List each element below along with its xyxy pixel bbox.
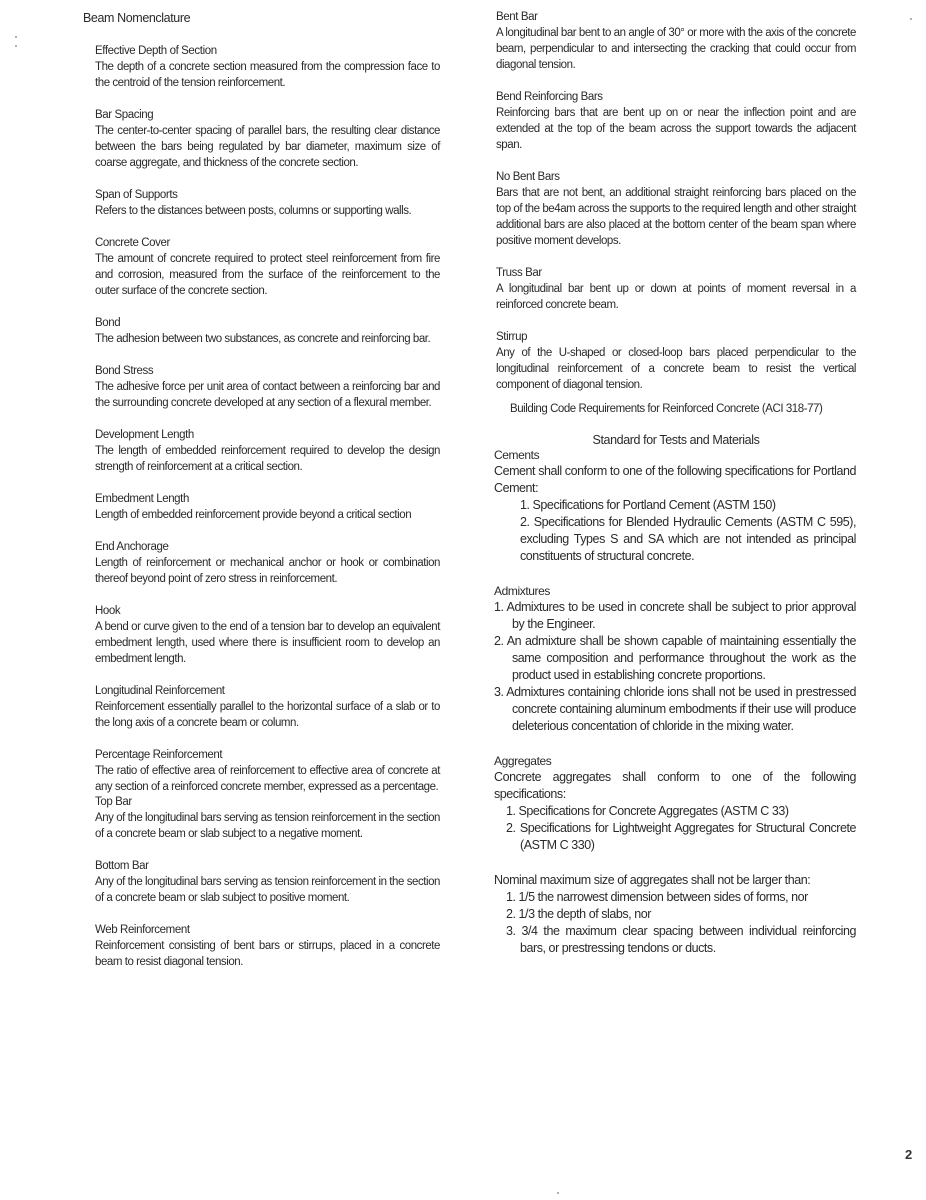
scan-speck bbox=[15, 36, 17, 38]
page-number: 2 bbox=[905, 1147, 913, 1162]
section-intro: Concrete aggregates shall conform to one of the following specifications: bbox=[494, 770, 856, 801]
cements-list bbox=[494, 497, 856, 565]
cements-section bbox=[494, 447, 856, 565]
term-definition: Any of the longitudinal bars serving as tension reinforcement in the section of a concrete beam or slab subject to a negative moment. bbox=[95, 812, 440, 840]
term-name: Truss Bar bbox=[496, 267, 542, 279]
term-definition: The length of embedded reinforcement required to develop the design strength of reinforcement at a critical section. bbox=[95, 445, 440, 473]
term-definition: The amount of concrete required to protect steel reinforcement from fire and corrosion, measured from the surface of the reinforcement to the outer surface of the concrete section. bbox=[95, 253, 440, 297]
list-item: 2. Specifications for Lightweight Aggregates for Structural Concrete (ASTM C 330) bbox=[506, 821, 856, 852]
term-definition: Length of embedded reinforcement provide beyond a critical section bbox=[95, 509, 412, 521]
term-name: Bond Stress bbox=[95, 365, 154, 377]
admixtures-section bbox=[494, 583, 856, 735]
list-item: 2. 1/3 the depth of slabs, nor bbox=[506, 907, 651, 921]
list-item: 1. Admixtures to be used in concrete shall be subject to prior approval by the Engineer. bbox=[494, 600, 856, 631]
term-percentage-reinforcement bbox=[95, 748, 440, 795]
term-definition: Reinforcing bars that are bent up on or near the inflection point and are extended at the top of the beam across the support towards the adjacent span. bbox=[496, 107, 856, 151]
list-item: 1. Specifications for Portland Cement (ASTM 150) bbox=[520, 498, 776, 512]
term-effective-depth bbox=[95, 44, 440, 91]
term-name: Concrete Cover bbox=[95, 237, 170, 249]
admixtures-list bbox=[494, 599, 856, 735]
term-definition: Length of reinforcement or mechanical anchor or hook or combination thereof beyond point of zero stress in reinforcement. bbox=[95, 557, 440, 585]
code-reference: Building Code Requirements for Reinforced Concrete (ACI 318-77) bbox=[510, 403, 823, 415]
section-heading: Aggregates bbox=[494, 754, 552, 768]
term-definition: Reinforcement consisting of bent bars or stirrups, placed in a concrete beam to resist diagonal tension. bbox=[95, 940, 440, 968]
term-definition: The adhesion between two substances, as concrete and reinforcing bar. bbox=[95, 333, 431, 345]
term-bond-stress bbox=[95, 364, 440, 411]
term-definition: A longitudinal bar bent up or down at points of moment reversal in a reinforced concrete beam. bbox=[496, 283, 856, 311]
term-definition: A bend or curve given to the end of a tension bar to develop an equivalent embedment length, used where there is insufficient room to develop an embedment length. bbox=[95, 621, 440, 665]
term-name: Longitudinal Reinforcement bbox=[95, 685, 225, 697]
term-bar-spacing bbox=[95, 108, 440, 171]
section-heading: Cements bbox=[494, 448, 540, 462]
term-name: No Bent Bars bbox=[496, 171, 560, 183]
term-name: Hook bbox=[95, 605, 121, 617]
list-item: 3. 3/4 the maximum clear spacing between individual reinforcing bars, or prestressing tendons or ducts. bbox=[506, 924, 856, 955]
section-heading: Admixtures bbox=[494, 584, 551, 598]
section-intro: Nominal maximum size of aggregates shall not be larger than: bbox=[494, 873, 811, 887]
nominal-size-section bbox=[494, 872, 856, 957]
aggregates-list bbox=[494, 803, 856, 854]
term-definition: The depth of a concrete section measured from the compression face to the centroid of the tension reinforcement. bbox=[95, 61, 440, 89]
term-no-bent-bars bbox=[496, 170, 856, 249]
term-embedment-length bbox=[95, 492, 440, 523]
nominal-size-list bbox=[494, 889, 856, 957]
term-name: Effective Depth of Section bbox=[95, 45, 217, 57]
term-name: End Anchorage bbox=[95, 541, 169, 553]
list-item: 1. Specifications for Concrete Aggregates (ASTM C 33) bbox=[506, 804, 789, 818]
term-definition: The ratio of effective area of reinforcement to effective area of concrete at any section of a reinforced concrete member, expressed as a percentage. bbox=[95, 765, 440, 793]
right-column bbox=[496, 10, 856, 957]
term-bent-bar bbox=[496, 10, 856, 73]
left-column bbox=[95, 44, 440, 987]
term-definition: Reinforcement essentially parallel to the horizontal surface of a slab or to the long axis of a concrete beam or column. bbox=[95, 701, 440, 729]
list-item: 2. An admixture shall be shown capable of maintaining essentially the same composition and performance throughout the work as the product used in establishing concrete proportions. bbox=[494, 634, 856, 682]
term-name: Span of Supports bbox=[95, 189, 178, 201]
standard-title: Standard for Tests and Materials bbox=[592, 433, 760, 447]
term-name: Bottom Bar bbox=[95, 860, 149, 872]
term-bond bbox=[95, 316, 440, 347]
term-name: Stirrup bbox=[496, 331, 528, 343]
term-stirrup bbox=[496, 330, 856, 393]
section-intro: Cement shall conform to one of the following specifications for Portland Cement: bbox=[494, 464, 856, 495]
term-name: Bend Reinforcing Bars bbox=[496, 91, 603, 103]
term-web-reinforcement bbox=[95, 923, 440, 970]
scan-speck bbox=[910, 18, 912, 20]
list-item: 2. Specifications for Blended Hydraulic Cements (ASTM C 595), excluding Types S and SA which are not intended as principal constituents of structural concrete. bbox=[520, 515, 856, 563]
scan-speck bbox=[557, 1192, 559, 1194]
term-name: Bond bbox=[95, 317, 121, 329]
term-name: Percentage Reinforcement bbox=[95, 749, 223, 761]
term-name: Top Bar bbox=[95, 796, 132, 808]
term-concrete-cover bbox=[95, 236, 440, 299]
term-hook bbox=[95, 604, 440, 667]
term-definition: Any of the longitudinal bars serving as tension reinforcement in the section of a concrete beam or slab subject to positive moment. bbox=[95, 876, 440, 904]
term-end-anchorage bbox=[95, 540, 440, 587]
term-definition: The center-to-center spacing of parallel bars, the resulting clear distance between the bars being regulated by bar diameter, maximum size of coarse aggregate, and thickness of the concrete section. bbox=[95, 125, 440, 169]
term-bend-reinforcing-bars bbox=[496, 90, 856, 153]
aggregates-section bbox=[494, 753, 856, 854]
term-name: Bar Spacing bbox=[95, 109, 154, 121]
list-item: 1. 1/5 the narrowest dimension between sides of forms, nor bbox=[506, 890, 808, 904]
list-item: 3. Admixtures containing chloride ions shall not be used in prestressed concrete containing aluminum embodments if their use will produce deleterious concentation of chloride in the mixing water. bbox=[494, 685, 856, 733]
term-truss-bar bbox=[496, 266, 856, 313]
scan-speck bbox=[15, 45, 17, 47]
term-name: Development Length bbox=[95, 429, 194, 441]
term-definition: Refers to the distances between posts, columns or supporting walls. bbox=[95, 205, 412, 217]
term-definition: The adhesive force per unit area of contact between a reinforcing bar and the surrounding concrete developed at any section of a flexural member. bbox=[95, 381, 440, 409]
term-definition: Bars that are not bent, an additional straight reinforcing bars placed on the top of the be4am across the supports to the required length and other straight additional bars are also placed at the bottom center of the beam span where positive moment develops. bbox=[496, 187, 856, 247]
term-development-length bbox=[95, 428, 440, 475]
document-title: Beam Nomenclature bbox=[83, 11, 191, 25]
term-definition: Any of the U-shaped or closed-loop bars placed perpendicular to the longitudinal reinforcement of a concrete beam to resist the vertical component of diagonal tension. bbox=[496, 347, 856, 391]
term-span-of-supports bbox=[95, 188, 440, 219]
term-name: Bent Bar bbox=[496, 11, 538, 23]
term-definition: A longitudinal bar bent to an angle of 30° or more with the axis of the concrete beam, perpendicular to and intersecting the cracking that could occur from diagonal tension. bbox=[496, 27, 856, 71]
term-longitudinal-reinforcement bbox=[95, 684, 440, 731]
term-top-bar bbox=[95, 795, 440, 842]
term-name: Embedment Length bbox=[95, 493, 189, 505]
term-bottom-bar bbox=[95, 859, 440, 906]
term-name: Web Reinforcement bbox=[95, 924, 190, 936]
